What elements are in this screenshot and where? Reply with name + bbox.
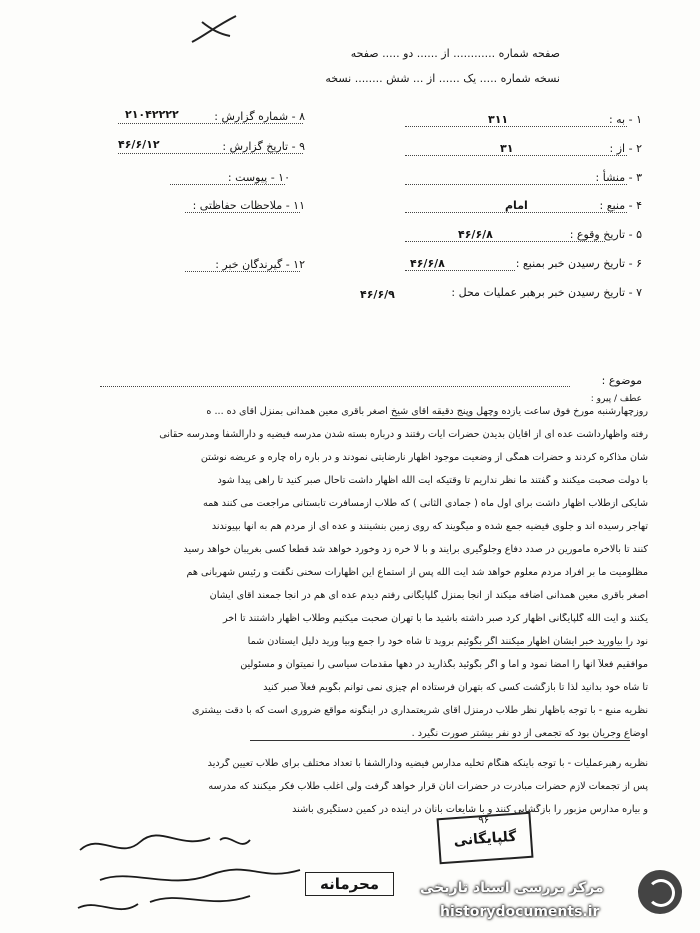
field-attachment-label: ۱۰ - پیوست : [227, 171, 290, 184]
top-scribble-mark [190, 12, 240, 46]
body-line: تا شاه خود بدانید لذا تا بازگشت کسی که بتهران فرستاده ام چیزی نمی توانم بگویم فعلاً صبر کنید [263, 682, 648, 693]
field-report-date-value: ۴۶/۶/۱۲ [118, 138, 160, 151]
stamp-text: گلپایگانی [453, 828, 518, 850]
body-line: نظریه منبع - با توجه باظهار نظر طلاب درمنزل آقای شریعتمداری در اینگونه مواقع ضروری است که با دقت بیشتری [191, 705, 648, 716]
field-from-value: ۳۱ [500, 142, 514, 155]
body-line: تهاجر رسیده اند و جلوی فیضیه جمع شده و میگویند که روی زمین بنشینند و عده ای از مردم هم به آنها بپیوندند [211, 521, 648, 532]
body-line: شایکی ازطلاب اظهار داشت برای اول ماه ( جمادی الثانی ) که طلاب ازمسافرت تابستانی مراجعت می کنند همه [202, 498, 648, 509]
underline-mark [250, 740, 630, 741]
page-number-line: صفحه شماره ............ از ...... دو ..... صفحه [350, 47, 560, 60]
field-report-date-label: ۹ - تاریخ گزارش : [222, 140, 305, 153]
field-report-number-value: ۲۱۰۴۲۲۲۲ [125, 108, 179, 121]
body-line: نظریه رهبرعملیات - با توجه باینکه هنگام تخلیه مدارس فیضیه ودارالشفا با تعداد مختلف برای طلاب تعیین گردید [207, 758, 648, 769]
field-from-label: ۲ - از : [609, 142, 642, 155]
handwritten-signature [60, 820, 340, 920]
field-event-date-label: ۵ - تاریخ وقوع : [569, 228, 642, 241]
body-line: کنند تا بالاخره مأمورین در صدد دفاع وجلوگیری برآیند و با لا خره زد وخورد خواهد شد قطعاً کسی بغریبان خواهد رسید [183, 544, 648, 555]
body-line: اوضاع وجریان بود که تجمعی از دو نفر بیشتر صورت نگیرد . [411, 728, 648, 739]
field-security-notes-label: ۱۱ - ملاحظات حفاظتی : [192, 199, 305, 212]
field-source-received-value: ۴۶/۶/۸ [410, 257, 445, 270]
body-line: و بیاره مدارس مزبور را بازگشایی کنند و با شایعات بآنان در آینده در کمین دستگیری باشند [292, 804, 648, 815]
field-to-value: ۳۱۱ [488, 113, 509, 126]
watermark-url: historydocuments.ir [440, 904, 600, 920]
body-line: شان مذاکره کردند و حضرات همگی از وضعیت موجود اظهار نارضایتی نمودند و در باره راه چاره و عریضه نوشتن [200, 452, 648, 463]
copy-number-line: نسخه شماره ..... یک ...... از ... شش ........ نسخه [325, 72, 560, 85]
field-to-label: ۱ - به : [608, 113, 642, 126]
field-source-label: ۴ - منبع : [599, 199, 642, 212]
field-source-value: امام [505, 199, 528, 212]
body-line: مظلومیت ما بر افراد مردم معلوم خواهد شد آیت الله پس از استماع این اظهارات سخنی نگفت و رئیس شهربانی هم [186, 567, 648, 578]
field-recipients-label: ۱۲ - گیرندگان خبر : [215, 258, 305, 271]
field-op-received-value: ۴۶/۶/۹ [360, 288, 395, 301]
field-report-number-label: ۸ - شماره گزارش : [214, 110, 305, 123]
underline-mark [390, 418, 510, 419]
body-line: موافقیم فعلاً آنها را امضا نمود و اما و اگر بگوئید بگذارید در دهها مقدمات سیاسی را نمیتوان و مسئولین [240, 659, 648, 670]
reference-label: عطف / پیرو : [590, 394, 642, 404]
body-line: پس از تجمعات لازم حضرات مبادرت در حضرات آنان قرار خواهد گرفت ولی اغلب طلاب فکر میکنند که مدرسه [208, 781, 648, 792]
approval-stamp [437, 812, 534, 864]
body-line: یکنند و آیت الله گلپایگانی اظهار کرد صبر داشته باشید ما با تهران صحبت میکنیم وطلاب اظهار داشتند تا آخر [223, 613, 648, 624]
body-line: نود را بیاورید خبر ایشان اظهار میکنند اگر بگوئیم بروید تا شاه خود را جمع وبیا ورید دلیل ایستادن شما [247, 636, 648, 647]
field-op-received-label: ۷ - تاریخ رسیدن خبر برهبر عملیات محل : [451, 286, 642, 299]
stamp-number: ۹۶ [478, 814, 490, 827]
body-line: رفته واظهارداشت عده ای از آقایان بدیدن حضرات آیات رفتند و درباره بسته شدن مدرسه فیضیه و دارالشفا ومدرسه حقانی [159, 429, 648, 440]
field-source-received-label: ۶ - تاریخ رسیدن خبر بمنبع : [515, 257, 642, 270]
body-line: اصغر باقری معین همدانی اضافه میکند از آنجا بمنزل گلپایگانی رفتم دیدم عده ای هم در آنجا جمعند آقای ایشان [209, 590, 648, 601]
watermark-title: مرکز بررسی اسناد تاریخی [420, 880, 604, 896]
field-origin-label: ۳ - منشأ : [595, 171, 642, 184]
underline-mark [470, 648, 630, 649]
field-event-date-value: ۴۶/۶/۸ [458, 228, 493, 241]
body-line: روزچهارشنبه مورخ فوق ساعت یازده وچهل وپنج دقیقه آقای شیخ اصغر باقری معین همدانی بمنزل آقای ده ... ه [206, 406, 648, 417]
confidential-label: محرمانه [305, 872, 394, 896]
subject-label: موضوع : [601, 374, 642, 387]
body-line: با دولت صحبت میکنند و گفتند ما نظر نداریم تا وقتیکه آیت الله اظهار داشت تاحال صبر کنید تا راهی پیدا شود [217, 475, 648, 486]
history-documents-logo-icon [638, 870, 682, 914]
